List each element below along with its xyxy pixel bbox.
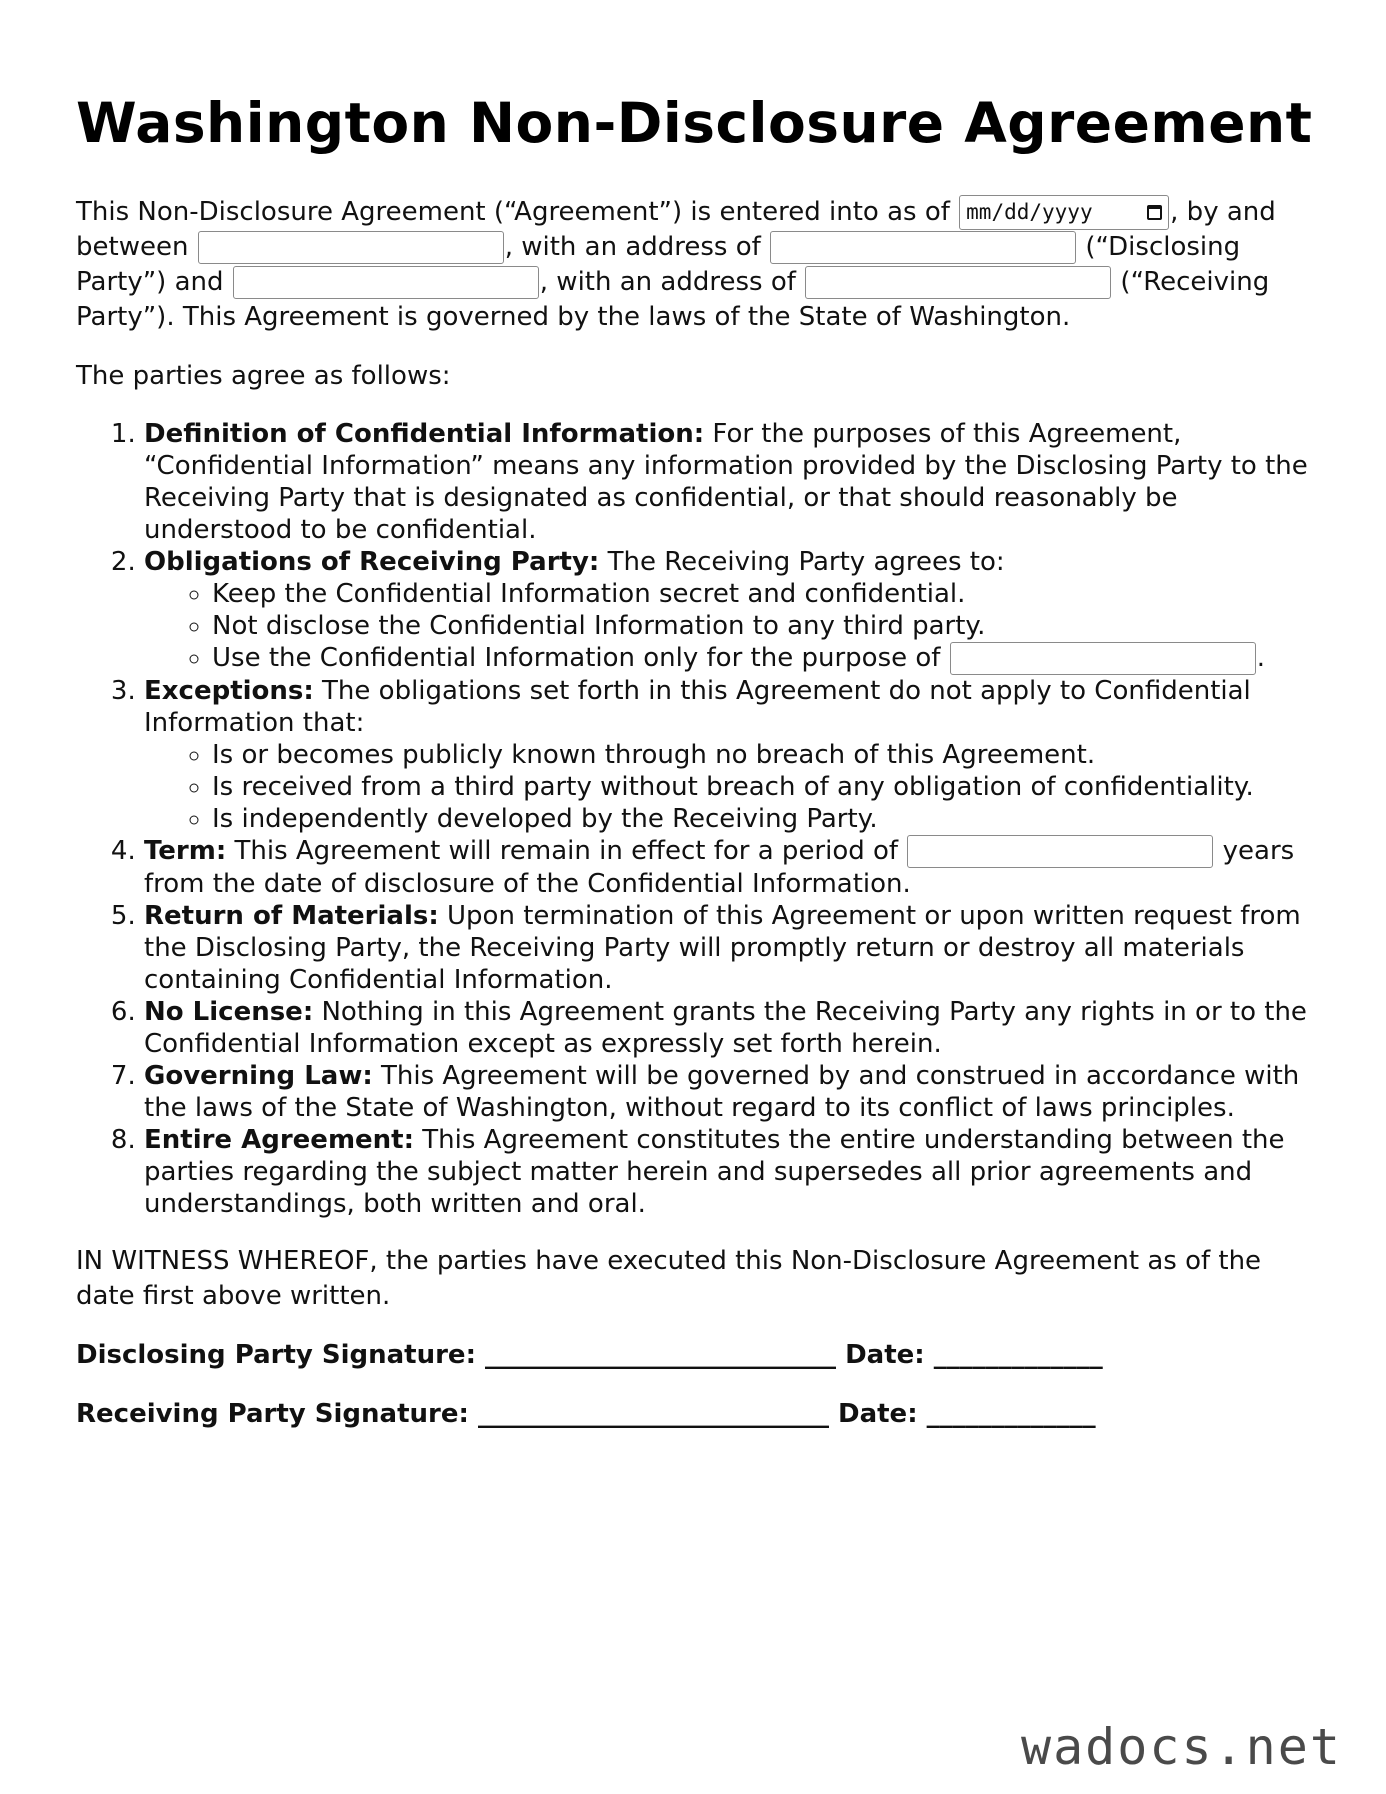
exceptions-sublist (144, 739, 1316, 835)
receiving-signature-line: Receiving Party Signature: ___________________________ Date: _____________ (76, 1399, 1096, 1430)
term-heading: Return of Materials: (144, 901, 439, 932)
term-heading: Governing Law: (144, 1061, 373, 1092)
term-heading: Obligations of Receiving Party: (144, 547, 600, 578)
purpose-input[interactable] (950, 642, 1256, 675)
obligations-sublist (144, 578, 1316, 675)
intro-text-4: (“Disclosing Party”) and (76, 232, 1241, 298)
intro-paragraph (76, 195, 1316, 335)
agreement-date-input[interactable] (959, 195, 1169, 230)
term-item (144, 900, 1316, 996)
term-item (144, 1060, 1316, 1124)
intro-text-3: , with an address of (504, 232, 770, 263)
term-item (144, 418, 1316, 546)
disclosing-party-name-input[interactable] (198, 231, 504, 264)
sub-item: ◦ Is independently developed by the Receiving Party. (212, 803, 1316, 835)
intro-text-1: This Non-Disclosure Agreement (“Agreement”) is entered into as of (76, 197, 959, 228)
sub-item-text: Use the Confidential Information only for the purpose of (212, 643, 949, 674)
term-item (144, 1124, 1316, 1220)
term-heading: No License: (144, 997, 314, 1028)
watermark: wadocs.net (1020, 1718, 1342, 1776)
receiving-party-address-input[interactable] (805, 266, 1111, 299)
term-years-input[interactable] (907, 835, 1213, 868)
sub-item: ◦ Is received from a third party without breach of any obligation of confidentiality. (212, 771, 1316, 803)
term-text: This Agreement constitutes the entire understanding between the parties regarding the subject matter herein and supersedes all prior agreements and understandings, both written and oral. (144, 1125, 1285, 1220)
term-text-after: years from the date of disclosure of the Confidential Information. (144, 836, 1295, 900)
sub-item (212, 642, 1316, 675)
term-heading: Definition of Confidential Information: (144, 419, 705, 450)
term-text: Upon termination of this Agreement or upon written request from the Disclosing Party, the Receiving Party will promptly return or destroy all materials containing Confidential Information. (144, 901, 1301, 996)
sub-item: ◦ Is or becomes publicly known through no breach of this Agreement. (212, 739, 1316, 771)
disclosing-signature-line: Disclosing Party Signature: ___________________________ Date: _____________ (76, 1340, 1103, 1371)
term-item (144, 675, 1316, 835)
page-title: Washington Non-Disclosure Agreement (76, 91, 1313, 155)
document-page (76, 92, 1316, 1456)
term-heading: Entire Agreement: (144, 1125, 415, 1156)
term-text: This Agreement will remain in effect for a period of (226, 836, 907, 867)
term-item (144, 996, 1316, 1060)
term-text: This Agreement will be governed by and construed in accordance with the laws of the State of Washington, without regard to its conflict of laws principles. (144, 1061, 1300, 1124)
term-text: The obligations set forth in this Agreement do not apply to Confidential Information that: (144, 676, 1251, 739)
term-item (144, 546, 1316, 675)
intro-text-6: (“Receiving Party”). This Agreement is governed by the laws of the State of Washington. (76, 267, 1270, 333)
term-text: The Receiving Party agrees to: (599, 547, 1005, 578)
term-item (144, 835, 1316, 900)
intro-text-2: , by and between (76, 197, 1276, 263)
intro-text-5: , with an address of (539, 267, 805, 298)
witness-paragraph: IN WITNESS WHEREOF, the parties have executed this Non-Disclosure Agreement as of the date first above written. (76, 1246, 1262, 1312)
sub-item: ◦ Not disclose the Confidential Information to any third party. (212, 610, 1316, 642)
term-text: Nothing in this Agreement grants the Receiving Party any rights in or to the Confidential Information except as expressly set forth herein. (144, 997, 1307, 1060)
receiving-party-name-input[interactable] (233, 266, 539, 299)
calendar-icon[interactable] (1147, 205, 1162, 220)
sub-item-end: . (1256, 643, 1265, 674)
sub-item: ◦ Keep the Confidential Information secret and confidential. (212, 578, 1316, 610)
disclosing-party-address-input[interactable] (770, 231, 1076, 264)
agree-text: The parties agree as follows: (76, 361, 451, 392)
term-heading: Exceptions: (144, 676, 314, 707)
term-heading: Term: (144, 836, 227, 867)
terms-list (76, 418, 1316, 1220)
date-placeholder: mm/dd/yyyy (966, 200, 1093, 225)
term-text: For the purposes of this Agreement, “Confidential Information” means any information provided by the Disclosing Party to the Receiving Party that is designated as confidential, or that should reasonably be understood to be confidential. (144, 419, 1308, 546)
